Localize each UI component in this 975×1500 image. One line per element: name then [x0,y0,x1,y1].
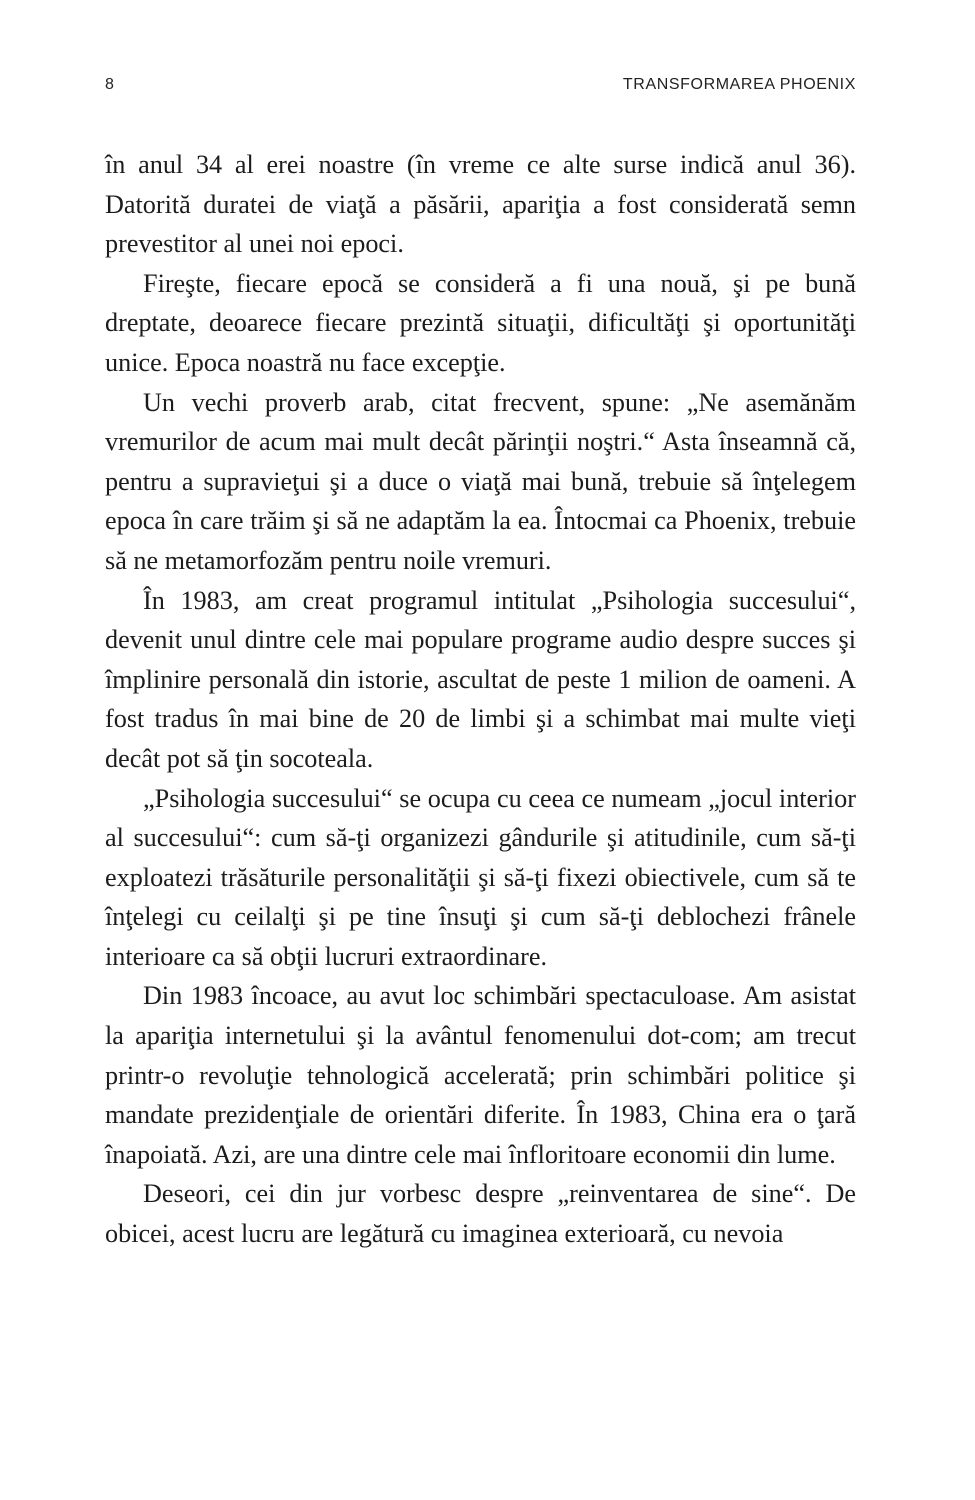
body-text [105,145,856,1254]
paragraph: Deseori, cei din jur vorbesc despre „reinventarea de sine“. De obicei, acest lucru are legătură cu imaginea exterioară, cu nevoia [105,1179,856,1249]
page-number: 8 [105,76,115,93]
paragraph-continuation: în anul 34 al erei noastre (în vreme ce alte surse indică anul 36). Datorită duratei de viaţă a păsării, apariţia a fost considerată semn prevestitor al unei noi epoci. [105,150,856,259]
paragraph: „Psihologia succesului“ se ocupa cu ceea ce numeam „jocul interior al succesului“: cum să-ţi organizezi gândurile şi atitudinile, cum să-ţi exploatezi trăsăturile personalităţii şi să-ţi fixezi obiectivele, cum să te înţelegi cu ceilalţi şi pe tine însuţi şi cum să-ţi deblochezi frânele interioare ca să obţii lucruri extraordinare. [105,783,856,971]
paragraph: Un vechi proverb arab, citat frecvent, spune: „Ne asemănăm vremurilor de acum mai mult decât părinţii noştri.“ Asta înseamnă că, pentru a supravieţui şi a duce o viaţă mai bună, trebuie să înţelegem epoca în care trăim şi să ne adaptăm la ea. Întocmai ca Phoenix, trebuie să ne metamorfozăm pentru noile vremuri. [105,387,856,575]
paragraph: În 1983, am creat programul intitulat „Psihologia succesului“, devenit unul dintre cele mai populare programe audio despre succes şi împlinire personală din istorie, ascultat de peste 1 milion de oameni. A fost tradus în mai bine de 20 de limbi şi a schimbat mai multe vieţi decât pot să ţin socoteala. [105,585,856,773]
running-title: TRANSFORMAREA PHOENIX [622,76,856,93]
page-header [105,76,856,102]
paragraph: Fireşte, fiecare epocă se consideră a fi una nouă, şi pe bună dreptate, deoarece fiecare prezintă situaţii, dificultăţi şi oportunităţi unice. Epoca noastră nu face excepţie. [105,268,856,377]
paragraph: Din 1983 încoace, au avut loc schimbări spectaculoase. Am asistat la apariţia internetului şi la avântul fenomenului dot-com; am trecut printr-o revoluţie tehnologică accelerată; prin schimbări politice şi mandate prezidenţiale de orientări diferite. În 1983, China era o ţară înapoiată. Azi, are una dintre cele mai înfloritoare economii din lume. [105,981,856,1169]
